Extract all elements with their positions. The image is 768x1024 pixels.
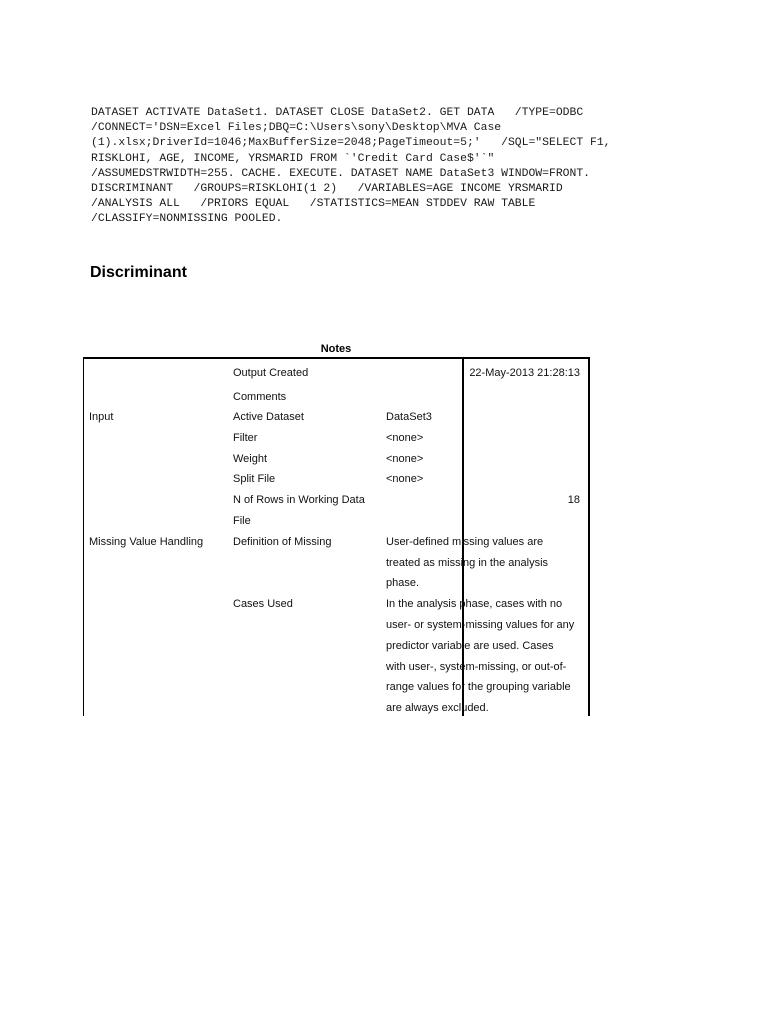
syntax-line: (1).xlsx;DriverId=1046;MaxBufferSize=2048;PageTimeout=5;' /SQL="SELECT F1, bbox=[91, 137, 611, 150]
row-label-cases-used: Cases Used bbox=[233, 598, 293, 610]
row-value-active-dataset: DataSet3 bbox=[386, 411, 432, 423]
group-label-missing-value-handling: Missing Value Handling bbox=[89, 536, 204, 548]
syntax-line: RISKLOHI, AGE, INCOME, YRSMARID FROM `'Credit Card Case$'`" bbox=[91, 152, 495, 165]
table-right-border bbox=[588, 357, 590, 716]
notes-table bbox=[83, 357, 589, 716]
table-title: Notes bbox=[320, 343, 352, 355]
table-left-border bbox=[83, 357, 84, 716]
row-value-cases-used-line: are always excluded. bbox=[386, 702, 489, 714]
row-value-n-rows: 18 bbox=[567, 494, 580, 506]
section-heading: Discriminant bbox=[90, 264, 187, 281]
syntax-line: /ASSUMEDSTRWIDTH=255. CACHE. EXECUTE. DATASET NAME DataSet3 WINDOW=FRONT. bbox=[91, 167, 590, 180]
row-label-n-rows-line2: File bbox=[233, 515, 251, 527]
row-value-cases-used-line: with user-, system-missing, or out-of- bbox=[386, 661, 567, 673]
row-value-filter: <none> bbox=[386, 432, 424, 444]
syntax-line: /CLASSIFY=NONMISSING POOLED. bbox=[91, 213, 283, 226]
row-label-output-created: Output Created bbox=[233, 367, 309, 379]
row-value-cases-used-line: predictor variable are used. Cases bbox=[386, 640, 554, 652]
row-value-output-created: 22-May-2013 21:28:13 bbox=[469, 367, 580, 379]
row-value-split-file: <none> bbox=[386, 473, 424, 485]
row-value-cases-used-line: range values for the grouping variable bbox=[386, 681, 571, 693]
syntax-line: /ANALYSIS ALL /PRIORS EQUAL /STATISTICS=MEAN STDDEV RAW TABLE bbox=[91, 198, 536, 211]
row-value-definition-line: User-defined missing values are bbox=[386, 536, 544, 548]
row-value-definition-line: treated as missing in the analysis bbox=[386, 557, 549, 569]
row-label-filter: Filter bbox=[233, 432, 258, 444]
row-label-split-file: Split File bbox=[233, 473, 276, 485]
command-syntax-block bbox=[91, 106, 611, 228]
row-label-n-rows-line1: N of Rows in Working Data bbox=[233, 494, 365, 506]
syntax-line: DISCRIMINANT /GROUPS=RISKLOHI(1 2) /VARIABLES=AGE INCOME YRSMARID bbox=[91, 183, 563, 196]
row-value-definition-line: phase. bbox=[386, 577, 420, 589]
table-top-rule bbox=[83, 357, 589, 359]
row-label-active-dataset: Active Dataset bbox=[233, 411, 304, 423]
syntax-line: DATASET ACTIVATE DataSet1. DATASET CLOSE DataSet2. GET DATA /TYPE=ODBC bbox=[91, 107, 584, 119]
syntax-line: /CONNECT='DSN=Excel Files;DBQ=C:\Users\sony\Desktop\MVA Case bbox=[91, 122, 502, 135]
row-value-cases-used-line: user- or system-missing values for any bbox=[386, 619, 575, 631]
row-label-comments: Comments bbox=[233, 391, 287, 403]
row-value-cases-used-line: In the analysis phase, cases with no bbox=[386, 598, 563, 610]
group-label-input: Input bbox=[89, 411, 114, 423]
row-label-weight: Weight bbox=[233, 453, 268, 465]
row-label-definition-of-missing: Definition of Missing bbox=[233, 536, 332, 548]
row-value-weight: <none> bbox=[386, 453, 424, 465]
